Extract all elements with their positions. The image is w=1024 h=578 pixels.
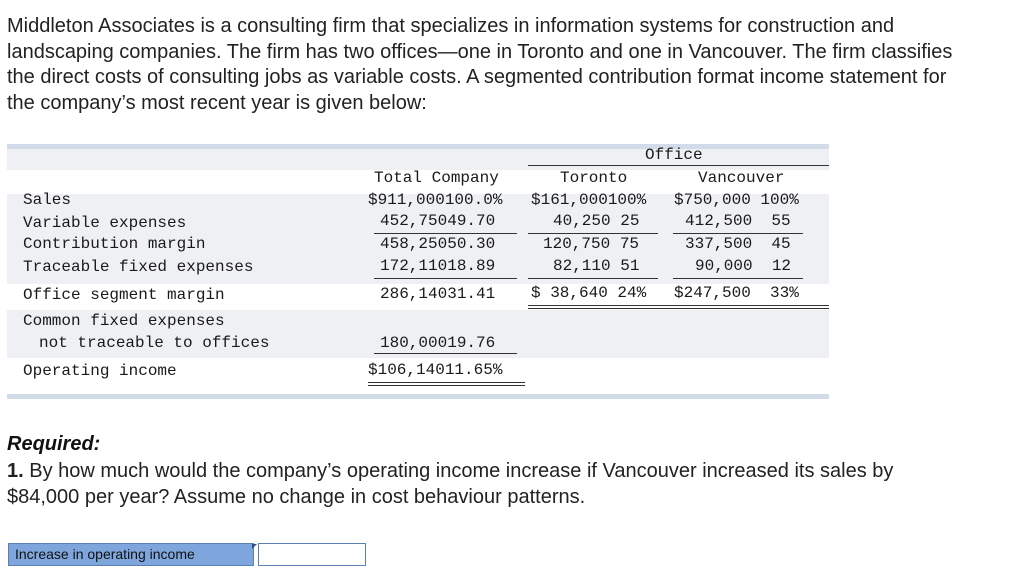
increase-in-operating-income-input[interactable]: [258, 543, 366, 566]
value-toronto: $ 38,640 24%: [531, 284, 647, 302]
question-text-continued: $84,000 per year? Assume no change in cost behaviour patterns.: [7, 486, 586, 508]
value-total: $106,14011.65%: [368, 361, 503, 379]
row-label: Office segment margin: [23, 286, 225, 304]
value-total: 458,25050.30: [380, 235, 496, 253]
office-header: Office: [645, 146, 703, 164]
col-header-toronto: Toronto: [560, 169, 628, 187]
col-header-vancouver: Vancouver: [698, 169, 785, 187]
value-vancouver: 412,500 55: [685, 212, 791, 230]
value-vancouver: $247,500 33%: [674, 284, 799, 302]
row-label: Common fixed expenses: [23, 312, 225, 330]
row-label-continued: not traceable to offices: [39, 334, 270, 352]
question-1: [7, 458, 1017, 510]
required-heading: Required:: [7, 433, 101, 455]
col-header-total: Total Company: [374, 169, 499, 187]
value-total: 452,75049.70: [380, 212, 496, 230]
value-vancouver: $750,000 100%: [674, 191, 799, 209]
income-statement: [7, 144, 829, 401]
row-label: Traceable fixed expenses: [23, 258, 254, 276]
row-label: Sales: [23, 191, 72, 209]
value-total: 180,00019.76: [380, 334, 496, 352]
row-label: Variable expenses: [23, 214, 187, 232]
answer-label: Increase in operating income: [8, 543, 254, 566]
value-toronto: 82,110 51: [553, 257, 640, 275]
value-toronto: 120,750 75: [543, 235, 640, 253]
intro-line: the direct costs of consulting jobs as variable costs. A segmented contribution format income statement for: [7, 66, 947, 88]
row-label: Operating income: [23, 362, 177, 380]
value-total: 286,14031.41: [380, 285, 496, 303]
value-toronto: 40,250 25: [553, 212, 640, 230]
row-label: Contribution margin: [23, 235, 206, 253]
intro-line: the company’s most recent year is given below:: [7, 91, 427, 114]
question-number: 1.: [7, 460, 24, 482]
question-text: By how much would the company’s operating income increase if Vancouver increased its sales by: [29, 460, 894, 482]
value-toronto: $161,000100%: [531, 191, 647, 209]
value-vancouver: 337,500 45: [685, 235, 791, 253]
value-vancouver: 90,000 12: [695, 257, 792, 275]
problem-intro: [7, 14, 1024, 116]
statement-bottom-band: [7, 394, 829, 399]
value-total: $911,000100.0%: [368, 191, 503, 209]
intro-line: landscaping companies. The firm has two offices—one in Toronto and one in Vancouver. The firm classifies: [7, 40, 953, 63]
value-total: 172,11018.89: [380, 257, 496, 275]
intro-line: Middleton Associates is a consulting firm that specializes in information systems for construction and: [7, 15, 895, 37]
